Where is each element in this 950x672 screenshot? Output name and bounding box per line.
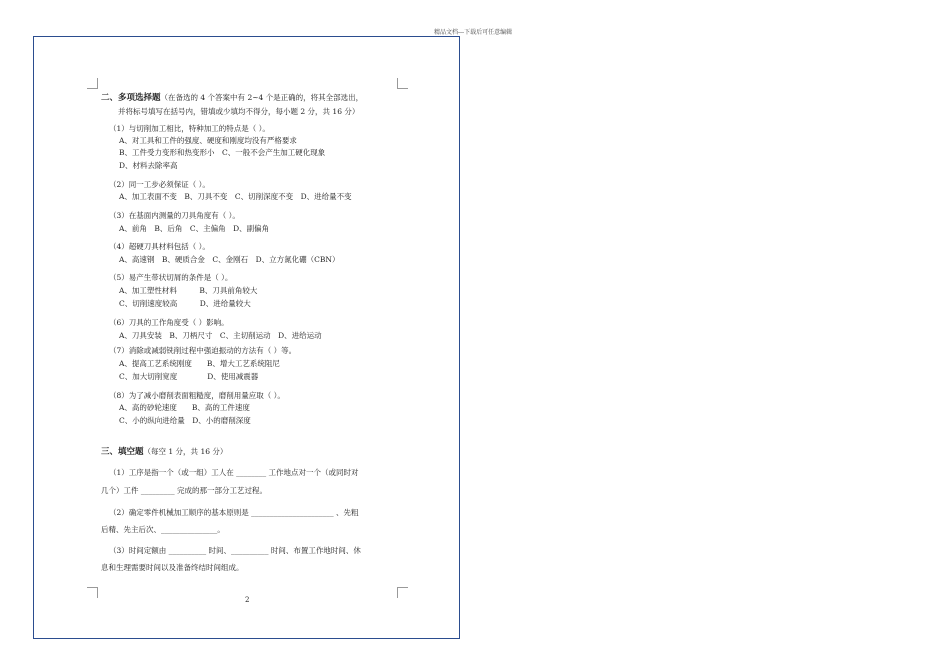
question-3-3-line1: （3）时间定额由 __________ 时间、__________ 时间、布置工作地时间、休: [109, 546, 361, 555]
question-2-5-options-cd: C、切削速度较高 D、进给量较大: [119, 299, 251, 308]
question-2-2-options: A、加工表面不变 B、刀具不变 C、切削深度不变 D、进给量不变: [119, 192, 352, 201]
question-2-7: （7）消除或减弱铣削过程中强迫振动的方法有（ ）等。: [109, 346, 297, 355]
question-2-3: （3）在基面内测量的刀具角度有（ ）。: [109, 211, 240, 220]
question-3-1-line1: （1）工序是指一个（或一组）工人在 ________ 工作地点对一个（或同时对: [109, 468, 359, 477]
question-2-2: （2）同一工步必须保证（ ）。: [109, 180, 210, 189]
header-watermark: 精品文档---下载后可任意编辑: [434, 29, 513, 36]
question-2-7-options-ab: A、提高工艺系统刚度 B、增大工艺系统阻尼: [119, 359, 280, 368]
question-3-3-line2: 息和生理需要时间以及准备终结时间组成。: [101, 563, 244, 572]
crop-mark-top-right: [397, 78, 408, 89]
question-3-1-line2: 几个）工件 _________ 完成的那一部分工艺过程。: [101, 486, 268, 495]
section2-note: （在备选的 4 个答案中有 2~4 个是正确的，将其全部选出，: [160, 93, 364, 102]
question-2-1-option-d: D、材料去除率高: [119, 161, 178, 170]
question-2-5: （5）易产生带状切屑的条件是（ ）。: [109, 273, 233, 282]
question-2-1-option-bc: B、工件受力变形和热变形小 C、一般不会产生加工硬化现象: [119, 148, 326, 157]
section2-title: 二、多项选择题: [101, 93, 161, 103]
crop-mark-bottom-left: [87, 587, 98, 598]
question-2-4: （4）超硬刀具材料包括（ ）。: [109, 242, 210, 251]
question-2-3-options: A、前角 B、后角 C、主偏角 D、副偏角: [119, 224, 270, 233]
page-number: 2: [245, 596, 250, 604]
section2-heading: [101, 93, 363, 103]
section3-note: （每空 1 分，共 16 分）: [143, 447, 228, 456]
question-2-8-options-cd: C、小的纵向进给量 D、小的磨削深度: [119, 416, 251, 425]
crop-mark-bottom-right: [397, 587, 408, 598]
question-3-2-line1: （2）确定零件机械加工顺序的基本原则是 ______________________ 、先粗: [109, 508, 359, 517]
question-2-6: （6）刀具的工作角度受（ ）影响。: [109, 318, 229, 327]
crop-mark-top-left: [87, 78, 98, 89]
section3-title: 三、填空题: [101, 447, 144, 457]
question-2-8: （8）为了减小磨削表面粗糙度，磨削用量应取（ ）。: [109, 391, 285, 400]
question-2-4-options: A、高速钢 B、硬质合金 C、金刚石 D、立方氮化硼（CBN）: [119, 255, 340, 264]
section3-heading: [101, 447, 227, 457]
question-2-1: （1）与切削加工相比，特种加工的特点是（ ）。: [109, 124, 270, 133]
question-2-8-options-ab: A、高的砂轮速度 B、高的工件速度: [119, 403, 250, 412]
section2-note-line2: 并将标号填写在括号内，错填或少填均不得分，每小题 2 分，共 16 分）: [118, 107, 360, 116]
question-2-1-option-a: A、对工具和工件的强度、硬度和刚度均没有严格要求: [119, 136, 297, 145]
question-2-7-options-cd: C、加大切削宽度 D、使用减震器: [119, 372, 259, 381]
question-2-6-options: A、刀具安装 B、刀柄尺寸 C、主切削运动 D、进给运动: [119, 331, 322, 340]
document-page: [33, 36, 460, 639]
question-3-2-line2: 后精、先主后次、_______________。: [101, 525, 225, 534]
question-2-5-options-ab: A、加工塑性材料 B、刀具前角较大: [119, 286, 258, 295]
